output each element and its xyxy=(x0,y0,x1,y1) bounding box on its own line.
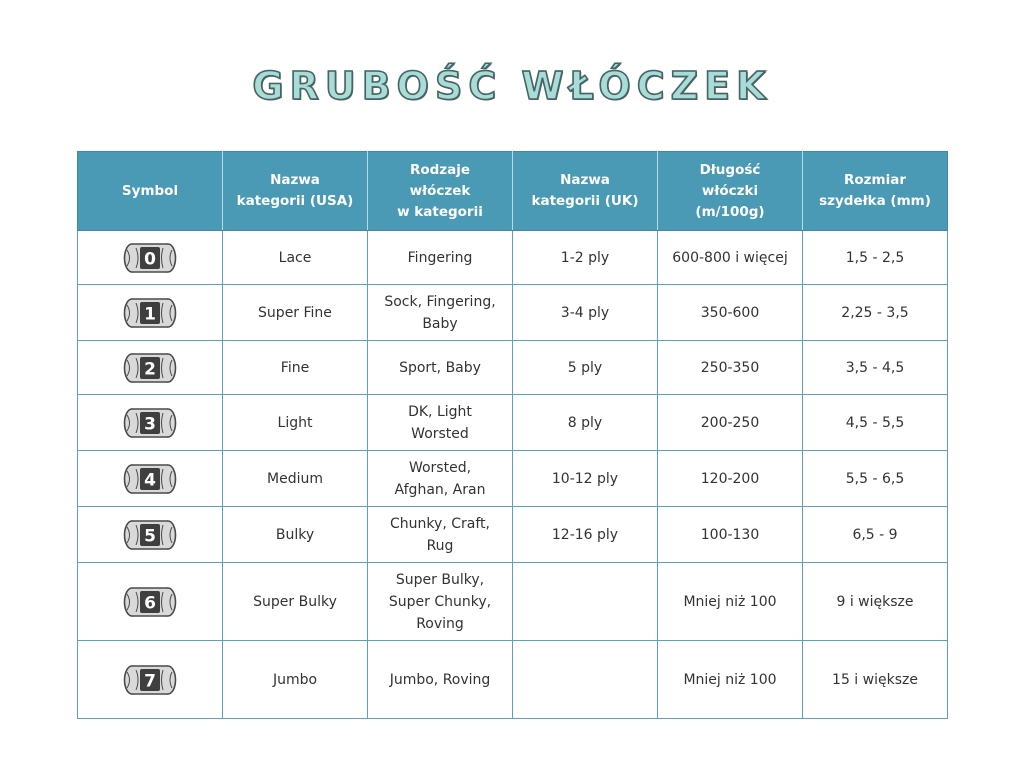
cell-uk-category xyxy=(513,641,658,719)
cell-uk-category: 3-4 ply xyxy=(513,285,658,341)
header-line: Długość xyxy=(699,161,761,178)
header-line: włóczek xyxy=(409,182,471,199)
yarn-skein-icon xyxy=(123,406,177,440)
header-line: kategorii (USA) xyxy=(236,193,354,209)
cell-yarn-types xyxy=(368,641,513,719)
cell-usa-category: Super Bulky xyxy=(223,563,368,641)
cell-hook-size: 4,5 - 5,5 xyxy=(803,395,948,451)
table-row xyxy=(78,507,948,563)
header-yarn-types xyxy=(368,152,513,231)
yarn-type-line: Roving xyxy=(416,615,464,632)
yarn-skein-icon xyxy=(123,296,177,330)
cell-yarn-types xyxy=(368,395,513,451)
cell-uk-category xyxy=(513,563,658,641)
cell-yarn-types xyxy=(368,285,513,341)
yarn-type-line: Jumbo, Roving xyxy=(389,671,491,688)
cell-usa-category: Bulky xyxy=(223,507,368,563)
cell-yarn-length: 250-350 xyxy=(658,341,803,395)
cell-hook-size: 6,5 - 9 xyxy=(803,507,948,563)
title-area xyxy=(0,58,1024,114)
cell-symbol xyxy=(78,395,223,451)
header-usa-category xyxy=(223,152,368,231)
cell-yarn-types xyxy=(368,231,513,285)
table-header-row xyxy=(78,152,948,231)
header-line: w kategorii xyxy=(397,203,483,220)
yarn-type-line: Rug xyxy=(426,537,454,554)
yarn-type-line: DK, Light xyxy=(408,403,472,420)
cell-yarn-length: 350-600 xyxy=(658,285,803,341)
cell-yarn-length: 200-250 xyxy=(658,395,803,451)
cell-yarn-length: 100-130 xyxy=(658,507,803,563)
yarn-skein-icon xyxy=(123,462,177,496)
yarn-type-line: Sport, Baby xyxy=(399,359,481,376)
cell-symbol xyxy=(78,641,223,719)
yarn-skein-icon xyxy=(123,351,177,385)
header-line: Rozmiar xyxy=(844,172,906,188)
symbol-number: 2 xyxy=(144,359,156,379)
yarn-type-line: Chunky, Craft, xyxy=(390,515,490,532)
cell-usa-category: Medium xyxy=(223,451,368,507)
symbol-number: 1 xyxy=(144,304,156,324)
symbol-number: 5 xyxy=(144,526,156,546)
cell-yarn-length: 600-800 i więcej xyxy=(658,231,803,285)
cell-hook-size: 15 i większe xyxy=(803,641,948,719)
table-row xyxy=(78,341,948,395)
table-row xyxy=(78,285,948,341)
cell-yarn-length: Mniej niż 100 xyxy=(658,563,803,641)
symbol-number: 7 xyxy=(144,671,156,691)
cell-symbol xyxy=(78,285,223,341)
header-symbol xyxy=(78,152,223,231)
table-row xyxy=(78,395,948,451)
cell-symbol xyxy=(78,507,223,563)
cell-hook-size: 1,5 - 2,5 xyxy=(803,231,948,285)
cell-usa-category: Lace xyxy=(223,231,368,285)
header-line: (m/100g) xyxy=(695,203,765,220)
header-yarn-length xyxy=(658,152,803,231)
symbol-number: 3 xyxy=(144,414,156,434)
yarn-skein-icon xyxy=(123,663,177,697)
yarn-type-line: Baby xyxy=(422,315,458,332)
header-line: Symbol xyxy=(121,182,179,199)
table-row xyxy=(78,641,948,719)
cell-hook-size: 3,5 - 4,5 xyxy=(803,341,948,395)
symbol-number: 6 xyxy=(144,593,156,613)
cell-symbol xyxy=(78,563,223,641)
cell-usa-category: Fine xyxy=(223,341,368,395)
cell-symbol xyxy=(78,341,223,395)
cell-hook-size: 9 i większe xyxy=(803,563,948,641)
cell-usa-category: Super Fine xyxy=(223,285,368,341)
header-line: włóczki xyxy=(701,182,759,199)
table-row xyxy=(78,451,948,507)
cell-yarn-types xyxy=(368,451,513,507)
cell-uk-category: 5 ply xyxy=(513,341,658,395)
cell-usa-category: Light xyxy=(223,395,368,451)
yarn-type-line: Worsted, xyxy=(408,459,472,476)
cell-yarn-types xyxy=(368,563,513,641)
yarn-skein-icon xyxy=(123,241,177,275)
table-row xyxy=(78,563,948,641)
header-line: Rodzaje xyxy=(409,161,471,178)
yarn-type-line: Super Chunky, xyxy=(388,593,492,610)
cell-uk-category: 1-2 ply xyxy=(513,231,658,285)
cell-uk-category: 10-12 ply xyxy=(513,451,658,507)
header-hook-size xyxy=(803,152,948,231)
table-body xyxy=(78,231,948,719)
table-row xyxy=(78,231,948,285)
cell-usa-category: Jumbo xyxy=(223,641,368,719)
page-title: GRUBOŚĆ WŁÓCZEK xyxy=(252,64,772,108)
cell-yarn-length: 120-200 xyxy=(658,451,803,507)
cell-hook-size: 2,25 - 3,5 xyxy=(803,285,948,341)
header-line: szydełka (mm) xyxy=(819,193,931,209)
cell-symbol xyxy=(78,451,223,507)
yarn-weight-table xyxy=(77,151,948,719)
header-line: kategorii (UK) xyxy=(531,193,639,209)
cell-yarn-types xyxy=(368,507,513,563)
yarn-type-line: Super Bulky, xyxy=(395,571,485,588)
cell-yarn-types xyxy=(368,341,513,395)
symbol-number: 4 xyxy=(144,470,156,490)
yarn-skein-icon xyxy=(123,585,177,619)
cell-uk-category: 8 ply xyxy=(513,395,658,451)
header-line: Nazwa xyxy=(560,172,610,188)
header-line: Nazwa xyxy=(270,172,320,188)
header-uk-category xyxy=(513,152,658,231)
yarn-type-line: Sock, Fingering, xyxy=(384,293,496,310)
yarn-type-line: Afghan, Aran xyxy=(394,481,486,498)
cell-yarn-length: Mniej niż 100 xyxy=(658,641,803,719)
yarn-type-line: Fingering xyxy=(407,249,473,266)
symbol-number: 0 xyxy=(144,249,156,269)
cell-symbol xyxy=(78,231,223,285)
yarn-skein-icon xyxy=(123,518,177,552)
cell-uk-category: 12-16 ply xyxy=(513,507,658,563)
yarn-type-line: Worsted xyxy=(411,425,469,442)
cell-hook-size: 5,5 - 6,5 xyxy=(803,451,948,507)
